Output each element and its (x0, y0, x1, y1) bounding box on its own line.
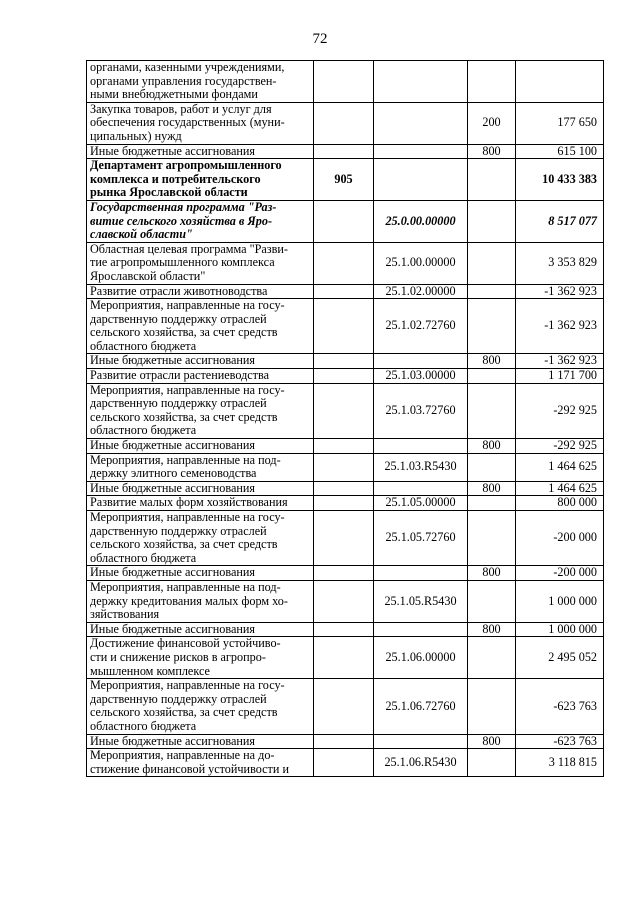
row-code-cell (374, 61, 468, 103)
budget-table (86, 60, 604, 777)
row-name-cell: Мероприятия, направленные на госу- дарственную поддержку отраслей сельского хозяйства, за счет средств областного бюджета (87, 679, 314, 734)
table-row (87, 637, 604, 679)
table-row (87, 749, 604, 777)
table-row (87, 481, 604, 496)
row-department-cell (314, 369, 374, 384)
row-department-cell (314, 566, 374, 581)
row-amount-cell (516, 61, 604, 103)
row-code-cell (374, 144, 468, 159)
row-code-cell: 25.1.00.00000 (374, 242, 468, 284)
row-code-cell (374, 622, 468, 637)
row-name-cell: Мероприятия, направленные на под- держку элитного семеноводства (87, 453, 314, 481)
row-code-cell: 25.1.03.00000 (374, 369, 468, 384)
row-amount-cell: -200 000 (516, 566, 604, 581)
row-expense-type-cell (468, 453, 516, 481)
row-code-cell: 25.1.05.72760 (374, 511, 468, 566)
table-row (87, 622, 604, 637)
row-department-cell: 905 (314, 159, 374, 201)
row-department-cell (314, 481, 374, 496)
table-row (87, 354, 604, 369)
row-name-cell: Мероприятия, направленные на до- стижение финансовой устойчивости и (87, 749, 314, 777)
row-expense-type-cell: 800 (468, 354, 516, 369)
row-amount-cell: 3 353 829 (516, 242, 604, 284)
row-expense-type-cell: 800 (468, 439, 516, 454)
row-code-cell (374, 734, 468, 749)
row-amount-cell: -292 925 (516, 439, 604, 454)
row-amount-cell: -200 000 (516, 511, 604, 566)
row-department-cell (314, 200, 374, 242)
row-expense-type-cell: 800 (468, 622, 516, 637)
row-expense-type-cell (468, 749, 516, 777)
table-row (87, 61, 604, 103)
table-row (87, 200, 604, 242)
row-expense-type-cell (468, 580, 516, 622)
row-amount-cell: 1 464 625 (516, 453, 604, 481)
row-code-cell (374, 102, 468, 144)
table-row (87, 453, 604, 481)
row-department-cell (314, 102, 374, 144)
row-code-cell: 25.1.02.00000 (374, 284, 468, 299)
row-code-cell (374, 354, 468, 369)
row-name-cell: Иные бюджетные ассигнования (87, 439, 314, 454)
table-row (87, 159, 604, 201)
row-department-cell (314, 242, 374, 284)
row-name-cell: Развитие малых форм хозяйствования (87, 496, 314, 511)
row-amount-cell: 177 650 (516, 102, 604, 144)
row-expense-type-cell (468, 159, 516, 201)
row-department-cell (314, 734, 374, 749)
row-department-cell (314, 284, 374, 299)
row-department-cell (314, 580, 374, 622)
row-name-cell: Мероприятия, направленные на госу- дарственную поддержку отраслей сельского хозяйства, за счет средств областного бюджета (87, 299, 314, 354)
row-name-cell: Иные бюджетные ассигнования (87, 144, 314, 159)
row-amount-cell: 1 000 000 (516, 580, 604, 622)
row-amount-cell: 3 118 815 (516, 749, 604, 777)
row-amount-cell: 2 495 052 (516, 637, 604, 679)
row-department-cell (314, 622, 374, 637)
row-department-cell (314, 637, 374, 679)
row-amount-cell: 615 100 (516, 144, 604, 159)
row-expense-type-cell (468, 242, 516, 284)
table-row (87, 566, 604, 581)
table-row (87, 679, 604, 734)
table-row (87, 496, 604, 511)
row-name-cell: Достижение финансовой устойчиво- сти и снижение рисков в агропро- мышленном комплексе (87, 637, 314, 679)
row-name-cell: Закупка товаров, работ и услуг для обеспечения государственных (муни- ципальных) нужд (87, 102, 314, 144)
table-row (87, 511, 604, 566)
row-name-cell: Департамент агропромышленного комплекса и потребительского рынка Ярославской области (87, 159, 314, 201)
row-expense-type-cell (468, 299, 516, 354)
row-department-cell (314, 144, 374, 159)
row-expense-type-cell (468, 637, 516, 679)
row-expense-type-cell (468, 369, 516, 384)
row-department-cell (314, 453, 374, 481)
row-department-cell (314, 354, 374, 369)
row-amount-cell: -1 362 923 (516, 284, 604, 299)
row-amount-cell: 800 000 (516, 496, 604, 511)
row-expense-type-cell (468, 679, 516, 734)
row-expense-type-cell: 800 (468, 566, 516, 581)
table-row (87, 102, 604, 144)
row-code-cell: 25.1.03.72760 (374, 383, 468, 438)
budget-table-body (87, 61, 604, 777)
row-name-cell: Иные бюджетные ассигнования (87, 566, 314, 581)
table-row (87, 369, 604, 384)
row-department-cell (314, 679, 374, 734)
row-code-cell: 25.1.06.00000 (374, 637, 468, 679)
row-department-cell (314, 383, 374, 438)
table-row (87, 383, 604, 438)
row-department-cell (314, 439, 374, 454)
row-department-cell (314, 61, 374, 103)
row-amount-cell: -1 362 923 (516, 299, 604, 354)
row-name-cell: Иные бюджетные ассигнования (87, 354, 314, 369)
row-code-cell (374, 566, 468, 581)
row-amount-cell: 1 000 000 (516, 622, 604, 637)
row-code-cell: 25.1.02.72760 (374, 299, 468, 354)
table-row (87, 734, 604, 749)
row-expense-type-cell (468, 61, 516, 103)
row-expense-type-cell (468, 496, 516, 511)
row-code-cell: 25.1.05.00000 (374, 496, 468, 511)
page-number: 72 (312, 31, 328, 47)
row-amount-cell: 1 171 700 (516, 369, 604, 384)
row-code-cell: 25.1.03.R5430 (374, 453, 468, 481)
row-expense-type-cell (468, 383, 516, 438)
row-name-cell: Областная целевая программа "Разви- тие агропромышленного комплекса Ярославской области" (87, 242, 314, 284)
row-amount-cell: 1 464 625 (516, 481, 604, 496)
table-row (87, 580, 604, 622)
table-row (87, 299, 604, 354)
row-name-cell: Государственная программа "Раз- витие сельского хозяйства в Яро- славской области" (87, 200, 314, 242)
row-code-cell: 25.1.05.R5430 (374, 580, 468, 622)
row-code-cell: 25.0.00.00000 (374, 200, 468, 242)
row-expense-type-cell: 200 (468, 102, 516, 144)
row-name-cell: Мероприятия, направленные на госу- дарственную поддержку отраслей сельского хозяйства, за счет средств областного бюджета (87, 511, 314, 566)
row-department-cell (314, 496, 374, 511)
row-code-cell: 25.1.06.72760 (374, 679, 468, 734)
row-name-cell: органами, казенными учреждениями, органами управления государствен- ными внебюджетными фондами (87, 61, 314, 103)
table-row (87, 439, 604, 454)
row-code-cell: 25.1.06.R5430 (374, 749, 468, 777)
row-name-cell: Развитие отрасли растениеводства (87, 369, 314, 384)
row-amount-cell: 8 517 077 (516, 200, 604, 242)
row-amount-cell: -623 763 (516, 734, 604, 749)
row-amount-cell: -292 925 (516, 383, 604, 438)
row-department-cell (314, 749, 374, 777)
row-name-cell: Мероприятия, направленные на госу- дарственную поддержку отраслей сельского хозяйства, за счет средств областного бюджета (87, 383, 314, 438)
row-expense-type-cell: 800 (468, 144, 516, 159)
row-department-cell (314, 299, 374, 354)
row-expense-type-cell: 800 (468, 734, 516, 749)
row-name-cell: Мероприятия, направленные на под- держку кредитования малых форм хо- зяйствования (87, 580, 314, 622)
row-name-cell: Иные бюджетные ассигнования (87, 481, 314, 496)
row-expense-type-cell (468, 284, 516, 299)
row-name-cell: Развитие отрасли животноводства (87, 284, 314, 299)
row-amount-cell: 10 433 383 (516, 159, 604, 201)
row-expense-type-cell (468, 511, 516, 566)
row-amount-cell: -1 362 923 (516, 354, 604, 369)
row-name-cell: Иные бюджетные ассигнования (87, 734, 314, 749)
row-expense-type-cell (468, 200, 516, 242)
row-code-cell (374, 481, 468, 496)
row-code-cell (374, 159, 468, 201)
row-name-cell: Иные бюджетные ассигнования (87, 622, 314, 637)
row-code-cell (374, 439, 468, 454)
table-row (87, 242, 604, 284)
table-row (87, 144, 604, 159)
row-expense-type-cell: 800 (468, 481, 516, 496)
row-department-cell (314, 511, 374, 566)
row-amount-cell: -623 763 (516, 679, 604, 734)
table-row (87, 284, 604, 299)
